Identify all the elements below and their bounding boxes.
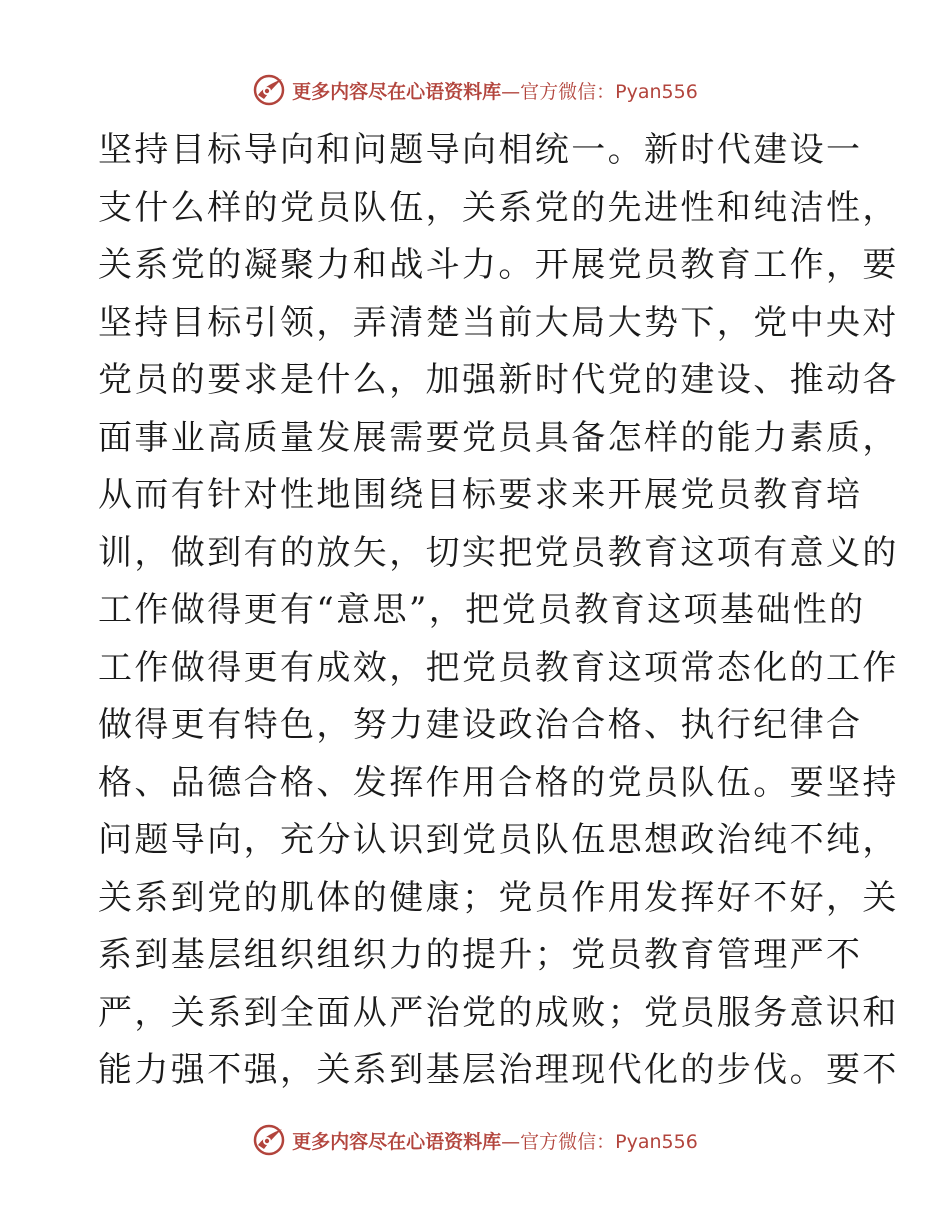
text-line: 做得更有特色，努力建设政治合格、执行纪律合 bbox=[98, 705, 863, 745]
text-line: 格、品德合格、发挥作用合格的党员队伍。要坚持 bbox=[98, 762, 899, 803]
watermark-wechat: —官方微信：Pyan556 bbox=[501, 1130, 698, 1153]
red-quill-circle-icon bbox=[252, 1123, 286, 1157]
watermark-text: 更多内容尽在心语资料库 bbox=[292, 80, 502, 103]
watermark-text: 更多内容尽在心语资料库 bbox=[292, 1130, 502, 1153]
footer-watermark bbox=[0, 1120, 950, 1160]
document-body bbox=[98, 122, 899, 1100]
text-line: 工作做得更有成效，把党员教育这项常态化的工作 bbox=[98, 647, 899, 688]
text-line: 坚持目标导向和问题导向相统一。新时代建设一 bbox=[98, 130, 863, 170]
text-line: 坚持目标引领，弄清楚当前大局大势下，党中央对 bbox=[98, 302, 899, 343]
text-line: 党员的要求是什么，加强新时代党的建设、推动各 bbox=[98, 360, 899, 400]
text-line: 系到基层组织组织力的提升；党员教育管理严不 bbox=[98, 935, 863, 975]
header-watermark bbox=[0, 70, 950, 110]
text-line: 能力强不强，关系到基层治理现代化的步伐。要不 bbox=[98, 1050, 899, 1090]
text-line: 问题导向，充分认识到党员队伍思想政治纯不纯， bbox=[98, 820, 899, 860]
text-line: 严，关系到全面从严治党的成败；党员服务意识和 bbox=[98, 992, 899, 1033]
text-line: 关系到党的肌体的健康；党员作用发挥好不好，关 bbox=[98, 877, 899, 918]
text-line: 从而有针对性地围绕目标要求来开展党员教育培 bbox=[98, 475, 863, 515]
text-line: 支什么样的党员队伍，关系党的先进性和纯洁性， bbox=[98, 187, 899, 228]
text-line: 工作做得更有“意思”，把党员教育这项基础性的 bbox=[98, 590, 866, 630]
text-line: 面事业高质量发展需要党员具备怎样的能力素质， bbox=[98, 417, 899, 458]
text-line: 关系党的凝聚力和战斗力。开展党员教育工作，要 bbox=[98, 245, 899, 285]
watermark-wechat: —官方微信：Pyan556 bbox=[501, 80, 698, 103]
text-line: 训，做到有的放矢，切实把党员教育这项有意义的 bbox=[98, 532, 899, 573]
red-quill-circle-icon bbox=[252, 73, 286, 107]
